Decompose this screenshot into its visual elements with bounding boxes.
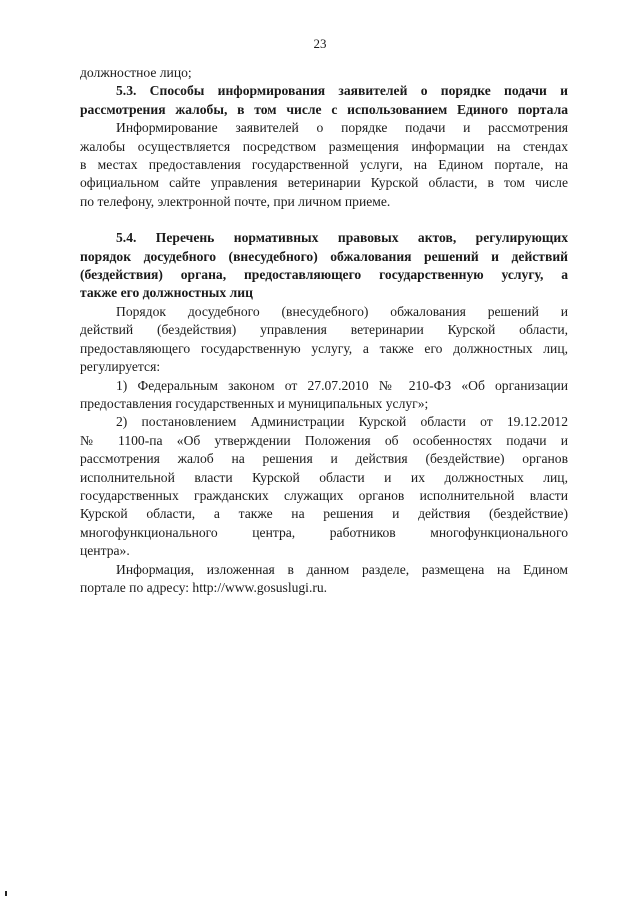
section-5-3-heading-line-1: 5.3. Способы информирования заявителей о порядке подачи и [116,83,568,99]
section-5-3-body-line-1: Информирование заявителей о порядке подачи и рассмотрения [116,120,568,136]
section-5-4-body-line-10: исполнительной власти Курской области и их должностных лиц, [80,469,568,485]
section-5-4-body-line-4: регулируется: [80,359,161,375]
section-5-3-body-line-3: в местах предоставления государственной услуги, на Едином портале, на [80,157,568,173]
section-5-4-body-line-15: Информация, изложенная в данном разделе, размещена на Едином [116,561,568,577]
section-5-4-heading-line-1: 5.4. Перечень нормативных правовых актов, регулирующих [116,230,568,246]
section-5-4-body-line-1: Порядок досудебного (внесудебного) обжалования решений и [116,303,568,319]
section-5-4-body-line-6: предоставления государственных и муниципальных услуг»; [80,395,429,411]
section-5-4-body-line-13: многофункционального центра, работников многофункционального [80,524,568,540]
section-5-4-body-line-9: рассмотрения жалоб на решения и действия (бездействие) органов [80,451,568,467]
section-5-4-body-line-2: действий (бездействия) управления ветеринарии Курской области, [80,322,568,338]
section-5-4-body-line-16: портале по адресу: http://www.gosuslugi.ru. [80,579,328,595]
section-5-4-body-line-12: Курской области, а также на решения и действия (бездействие) [80,506,568,522]
section-5-4-body-line-5: 1) Федеральным законом от 27.07.2010 № 210-ФЗ «Об организации [116,377,568,393]
section-5-4-heading-line-2: порядок досудебного (внесудебного) обжалования решений и действий [80,248,568,264]
section-5-4-body-line-8: № 1100-па «Об утверждении Положения об особенностях подачи и [80,432,568,448]
section-5-4-heading-line-4: также его должностных лиц [80,285,253,301]
document-body [80,64,568,597]
section-5-4-body-line-14: центра». [80,543,130,559]
section-5-3-body-line-2: жалобы осуществляется посредством размещения информации на стендах [80,138,568,154]
intro-line: должностное лицо; [80,65,192,80]
section-5-4-heading-line-3: (бездействия) органа, предоставляющего государственную услугу, а [80,267,568,283]
section-5-3-heading-line-2: рассмотрения жалобы, в том числе с использованием Единого портала [80,101,568,117]
section-5-4-body-line-7: 2) постановлением Администрации Курской области от 19.12.2012 [116,414,568,430]
section-5-3-body-line-5: по телефону, электронной почте, при личном приеме. [80,193,391,209]
section-5-3-body-line-4: официальном сайте управления ветеринарии Курской области, в том числе [80,175,568,191]
section-spacer [80,211,568,229]
page-number: 23 [313,36,327,51]
scan-edge-mark [5,891,7,896]
section-5-4-body-line-3: предоставляющего государственную услугу, а также его должностных лиц, [80,340,568,356]
section-5-4-body-line-11: государственных гражданских служащих органов исполнительной власти [80,487,568,503]
